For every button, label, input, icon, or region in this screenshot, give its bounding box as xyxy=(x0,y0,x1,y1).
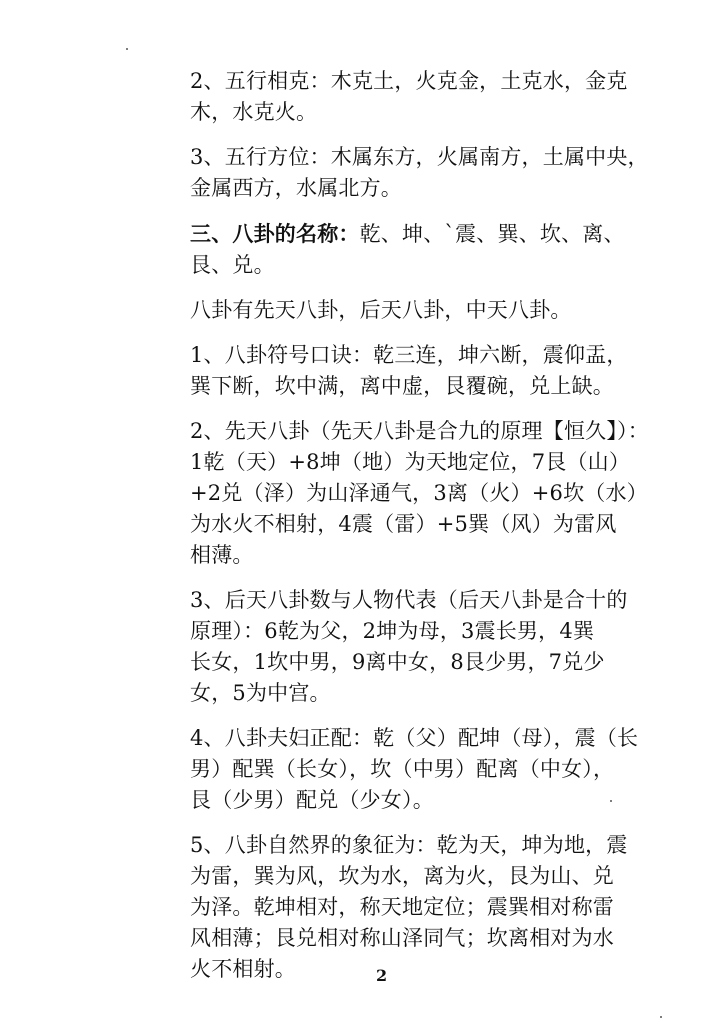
text-line: 3、五行方位：木属东方，火属南方，土属中央， xyxy=(190,145,649,169)
text-line: 为水火不相射，4震（雷）+5巽（风）为雷风 xyxy=(190,512,617,536)
text-line: 3、后天八卦数与人物代表（后天八卦是合十的 xyxy=(190,588,628,612)
paragraph-bagua-nature xyxy=(190,830,628,985)
document-body xyxy=(190,66,649,999)
text-line: 原理）：6乾为父，2坤为母，3震长男，4巽 xyxy=(190,619,595,643)
text-line: 金属西方，水属北方。 xyxy=(190,176,402,200)
paragraph-houtian-bagua xyxy=(190,585,628,709)
text-line: 2、五行相克：木克土，火克金，土克水，金克 xyxy=(190,69,628,93)
scan-speck xyxy=(610,800,612,802)
paragraph-wuxing-fangwei xyxy=(190,142,649,204)
text-line: 艮、兑。 xyxy=(190,253,275,277)
text-segment: 乾、坤、`震、巽、坎、离、 xyxy=(359,222,625,246)
text-line: 2、先天八卦（先天八卦是合九的原理【恒久】）： xyxy=(190,419,649,443)
text-line: 风相薄；艮兑相对称山泽同气；坎离相对为水 xyxy=(190,926,614,950)
paragraph-wuxing-xiangke xyxy=(190,66,628,128)
page-number: 2 xyxy=(376,966,388,985)
text-line xyxy=(190,218,625,250)
text-line: 艮（少男）配兑（少女）。 xyxy=(190,788,434,812)
text-line: 巽下断，坎中满，离中虚，艮覆碗，兑上缺。 xyxy=(190,374,614,398)
section-heading: 三、八卦的名称： xyxy=(190,221,360,246)
text-line: 1、八卦符号口诀：乾三连，坤六断，震仰盂， xyxy=(190,343,628,367)
text-line: 为雷，巽为风，坎为水，离为火，艮为山、兑 xyxy=(190,864,614,888)
paragraph-bagua-names xyxy=(190,218,625,281)
text-line: 4、八卦夫妇正配：乾（父）配坤（母），震（长 xyxy=(190,726,639,750)
text-line: 长女，1坎中男，9离中女，8艮少男，7兑少 xyxy=(190,650,605,674)
text-line: 女，5为中宫。 xyxy=(190,681,331,705)
paragraph-bagua-symbols xyxy=(190,340,628,402)
text-line: 男）配巽（长女），坎（中男）配离（中女）， xyxy=(190,757,615,781)
text-line: 相薄。 xyxy=(190,543,254,567)
paragraph-bagua-types xyxy=(190,295,614,326)
paragraph-bagua-pairing xyxy=(190,723,639,816)
text-line: 5、八卦自然界的象征为：乾为天，坤为地，震 xyxy=(190,833,628,857)
text-line: 为泽。乾坤相对，称天地定位；震巽相对称雷 xyxy=(190,895,614,919)
text-line: 火不相射。 xyxy=(190,957,296,981)
text-line: 木，水克火。 xyxy=(190,100,318,124)
text-line: 1乾（天）+8坤（地）为天地定位，7艮（山） xyxy=(190,450,631,474)
text-line: 八卦有先天八卦，后天八卦，中天八卦。 xyxy=(190,298,572,322)
scan-speck xyxy=(660,1016,662,1018)
text-line: +2兑（泽）为山泽通气，3离（火）+6坎（水） xyxy=(190,481,648,505)
scan-speck xyxy=(126,48,128,50)
paragraph-xiantian-bagua xyxy=(190,416,649,571)
